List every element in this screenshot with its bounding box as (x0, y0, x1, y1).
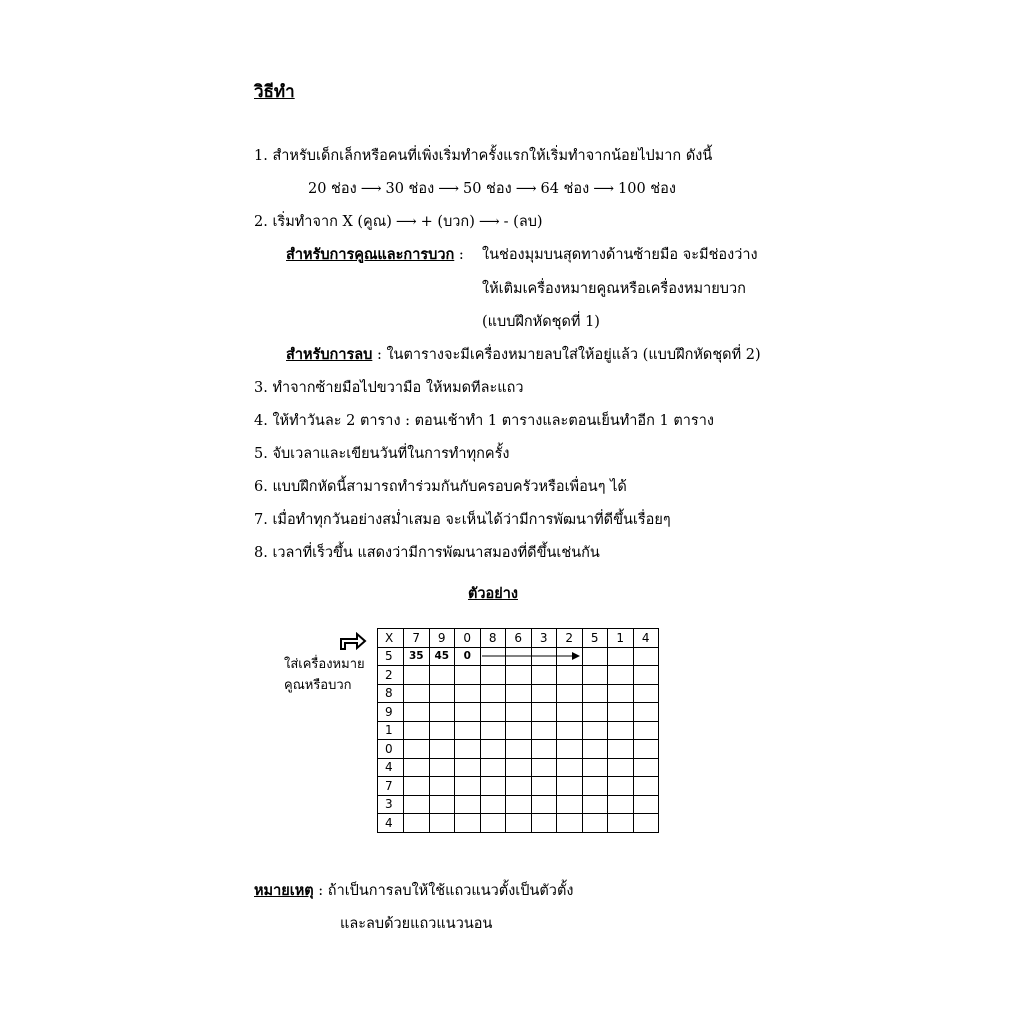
grid-row (378, 666, 659, 685)
grid-empty-cell (480, 795, 506, 814)
step-2 (254, 212, 543, 232)
grid-row-header-cell: 5 (378, 647, 404, 666)
grid-empty-cell (557, 703, 583, 722)
grid-empty-cell (404, 814, 430, 833)
grid-empty-cell (582, 666, 608, 685)
grid-empty-cell (531, 666, 557, 685)
sub-line (286, 345, 761, 365)
step-7: 7. เมื่อทำทุกวันอย่างสม่ำเสมอ จะเห็นได้ว่ามีการพัฒนาที่ดีขึ้นเรื่อยๆ (254, 512, 671, 528)
right-arrow-icon: ⟶ (395, 214, 417, 230)
grid-empty-cell (608, 703, 634, 722)
grid-corner-cell: X (378, 629, 404, 648)
grid-empty-cell (582, 758, 608, 777)
grid-row-header-cell: 4 (378, 814, 404, 833)
grid-empty-cell (557, 758, 583, 777)
side-note-1: ใส่เครื่องหมาย (284, 657, 365, 672)
grid-empty-cell (608, 795, 634, 814)
grid-empty-cell (557, 795, 583, 814)
grid-empty-cell (480, 684, 506, 703)
grid-empty-cell (531, 777, 557, 796)
grid-value-cell: 45 (429, 647, 455, 666)
grid-empty-cell (608, 740, 634, 759)
grid-empty-cell (506, 758, 532, 777)
sub-label: สำหรับการลบ (286, 346, 373, 363)
grid-row-header-cell: 3 (378, 795, 404, 814)
grid-row-header-cell: 1 (378, 721, 404, 740)
colon: : (454, 247, 464, 263)
grid-empty-cell (506, 795, 532, 814)
grid-empty-cell (608, 666, 634, 685)
grid-row (378, 684, 659, 703)
grid-empty-cell (582, 795, 608, 814)
grid-row-header-cell: 7 (378, 777, 404, 796)
example-title: ตัวอย่าง (468, 585, 518, 602)
grid-header-cell: 5 (582, 629, 608, 648)
grid-header-cell: 4 (633, 629, 659, 648)
grid-empty-cell (480, 703, 506, 722)
grid-row-header-cell: 8 (378, 684, 404, 703)
grid-header-cell: 2 (557, 629, 583, 648)
grid-empty-cell (429, 777, 455, 796)
grid-empty-cell (455, 684, 481, 703)
grid-empty-cell (480, 758, 506, 777)
grid-empty-cell (404, 777, 430, 796)
grid-empty-cell (557, 777, 583, 796)
grid-empty-cell (582, 703, 608, 722)
note-text-1: : ถ้าเป็นการลบให้ใช้แถวแนวตั้งเป็นตัวตั้ง (313, 883, 574, 899)
grid-empty-cell (633, 647, 659, 666)
grid-empty-cell (531, 721, 557, 740)
grid-empty-cell (480, 721, 506, 740)
step-6: 6. แบบฝึกหัดนี้สามารถทำร่วมกันกับครอบครัวหรือเพื่อนๆ ได้ (254, 479, 627, 495)
grid-empty-cell (633, 758, 659, 777)
grid-empty-cell (455, 814, 481, 833)
note-line-1 (254, 881, 573, 901)
grid-empty-cell (429, 666, 455, 685)
grid-row (378, 795, 659, 814)
grid-empty-cell (531, 740, 557, 759)
grid-empty-cell (404, 684, 430, 703)
grid-empty-cell (582, 684, 608, 703)
grid-empty-cell (506, 703, 532, 722)
seq-item: 30 ช่อง (385, 181, 435, 197)
turn-right-arrow-icon (339, 632, 367, 650)
grid-empty-cell (582, 721, 608, 740)
grid-empty-cell (506, 814, 532, 833)
grid-empty-cell (608, 684, 634, 703)
mul-add-text-2: ให้เติมเครื่องหมายคูณหรือเครื่องหมายบวก (482, 281, 746, 297)
grid-empty-cell (455, 666, 481, 685)
step-2-add: + (บวก) (420, 214, 475, 230)
grid-empty-cell (429, 721, 455, 740)
right-arrow-icon: ⟶ (438, 181, 459, 197)
grid-empty-cell (480, 666, 506, 685)
note-label: หมายเหตุ (254, 882, 314, 899)
page-heading: วิธีทำ (254, 82, 295, 102)
note-line-2: และลบด้วยแถวแนวนอน (340, 916, 493, 932)
grid-empty-cell (633, 777, 659, 796)
grid-empty-cell (608, 647, 634, 666)
grid-empty-cell (455, 703, 481, 722)
grid-empty-cell (582, 740, 608, 759)
grid-empty-cell (506, 777, 532, 796)
grid-row (378, 721, 659, 740)
grid-empty-cell (531, 814, 557, 833)
grid-empty-cell (531, 795, 557, 814)
grid-empty-cell (404, 703, 430, 722)
grid-row (378, 777, 659, 796)
mul-add-heading (286, 245, 464, 265)
grid-empty-cell (455, 758, 481, 777)
grid-empty-cell (557, 666, 583, 685)
side-note-2: คูณหรือบวก (284, 678, 352, 693)
right-arrow-icon: ⟶ (515, 181, 537, 197)
grid-empty-cell (633, 703, 659, 722)
grid-empty-cell (404, 795, 430, 814)
grid-empty-cell (429, 684, 455, 703)
grid-empty-cell (557, 684, 583, 703)
step-2-sub: - (ลบ) (503, 214, 543, 230)
grid-row-header-cell: 9 (378, 703, 404, 722)
step-8: 8. เวลาที่เร็วขึ้น แสดงว่ามีการพัฒนาสมองที่ดีขึ้นเช่นกัน (254, 545, 600, 561)
right-arrow-icon: ⟶ (360, 181, 382, 197)
grid-empty-cell (429, 758, 455, 777)
grid-header-cell: 6 (506, 629, 532, 648)
grid-empty-cell (633, 740, 659, 759)
grid-empty-cell (455, 795, 481, 814)
grid-empty-cell (608, 777, 634, 796)
grid-empty-cell (633, 795, 659, 814)
grid-empty-cell (480, 777, 506, 796)
grid-empty-cell (557, 721, 583, 740)
step-1: 1. สำหรับเด็กเล็กหรือคนที่เพิ่งเริ่มทำครั้งแรกให้เริ่มทำจากน้อยไปมาก ดังนี้ (254, 148, 713, 164)
grid-header-row (378, 629, 659, 648)
seq-item: 64 ช่อง (540, 181, 590, 197)
grid-empty-cell (455, 777, 481, 796)
grid-empty-cell (506, 721, 532, 740)
grid-empty-cell (404, 721, 430, 740)
step-2-mul: 2. เริ่มทำจาก X (คูณ) (254, 214, 392, 230)
grid-empty-cell (429, 740, 455, 759)
seq-item: 100 ช่อง (618, 181, 676, 197)
grid-empty-cell (531, 758, 557, 777)
grid-row-header-cell: 0 (378, 740, 404, 759)
grid-empty-cell (557, 814, 583, 833)
grid-row (378, 703, 659, 722)
grid-empty-cell (404, 740, 430, 759)
grid-empty-cell (480, 814, 506, 833)
grid-header-cell: 7 (404, 629, 430, 648)
grid-empty-cell (429, 795, 455, 814)
grid-empty-cell (608, 814, 634, 833)
grid-empty-cell (506, 740, 532, 759)
grid-empty-cell (531, 684, 557, 703)
grid-row (378, 758, 659, 777)
grid-row (378, 740, 659, 759)
grid-empty-cell (582, 777, 608, 796)
grid-header-cell: 0 (455, 629, 481, 648)
grid-empty-cell (429, 703, 455, 722)
step-4: 4. ให้ทำวันละ 2 ตาราง : ตอนเช้าทำ 1 ตารางและตอนเย็นทำอีก 1 ตาราง (254, 413, 714, 429)
grid-header-cell: 8 (480, 629, 506, 648)
seq-item: 20 ช่อง (308, 181, 357, 197)
grid-empty-cell (480, 740, 506, 759)
grid-empty-cell (608, 758, 634, 777)
grid-empty-cell (531, 703, 557, 722)
mul-add-label: สำหรับการคูณและการบวก (286, 246, 455, 263)
grid-empty-cell (404, 758, 430, 777)
grid-empty-cell (506, 666, 532, 685)
grid-empty-cell (633, 721, 659, 740)
grid-empty-cell (455, 740, 481, 759)
grid-row-header-cell: 2 (378, 666, 404, 685)
grid-header-cell: 1 (608, 629, 634, 648)
grid-empty-cell (633, 684, 659, 703)
step-1-sequence (308, 179, 676, 199)
step-5: 5. จับเวลาและเขียนวันที่ในการทำทุกครั้ง (254, 446, 510, 462)
grid-empty-cell (557, 740, 583, 759)
grid-empty-cell (633, 666, 659, 685)
sub-text: : ในตารางจะมีเครื่องหมายลบใส่ให้อยู่แล้ว (แบบฝึกหัดชุดที่ 2) (372, 347, 761, 363)
grid-empty-cell (582, 647, 608, 666)
right-arrow-icon: ⟶ (478, 214, 500, 230)
grid-empty-cell (404, 666, 430, 685)
seq-item: 50 ช่อง (463, 181, 512, 197)
grid-empty-cell (633, 814, 659, 833)
grid-empty-cell (582, 814, 608, 833)
grid-empty-cell (506, 684, 532, 703)
grid-empty-cell (455, 721, 481, 740)
grid-row (378, 814, 659, 833)
right-arrow-icon: ⟶ (593, 181, 614, 197)
grid-row-header-cell: 4 (378, 758, 404, 777)
grid-header-cell: 9 (429, 629, 455, 648)
grid-empty-cell (608, 721, 634, 740)
step-3: 3. ทำจากซ้ายมือไปขวามือ ให้หมดทีละแถว (254, 380, 524, 396)
mul-add-text-3: (แบบฝึกหัดชุดที่ 1) (482, 314, 600, 330)
row-direction-arrow-icon (482, 650, 582, 662)
mul-add-text-1: ในช่องมุมบนสุดทางด้านซ้ายมือ จะมีช่องว่าง (482, 247, 758, 263)
grid-value-cell: 35 (404, 647, 430, 666)
grid-empty-cell (429, 814, 455, 833)
grid-value-cell: 0 (455, 647, 481, 666)
grid-header-cell: 3 (531, 629, 557, 648)
